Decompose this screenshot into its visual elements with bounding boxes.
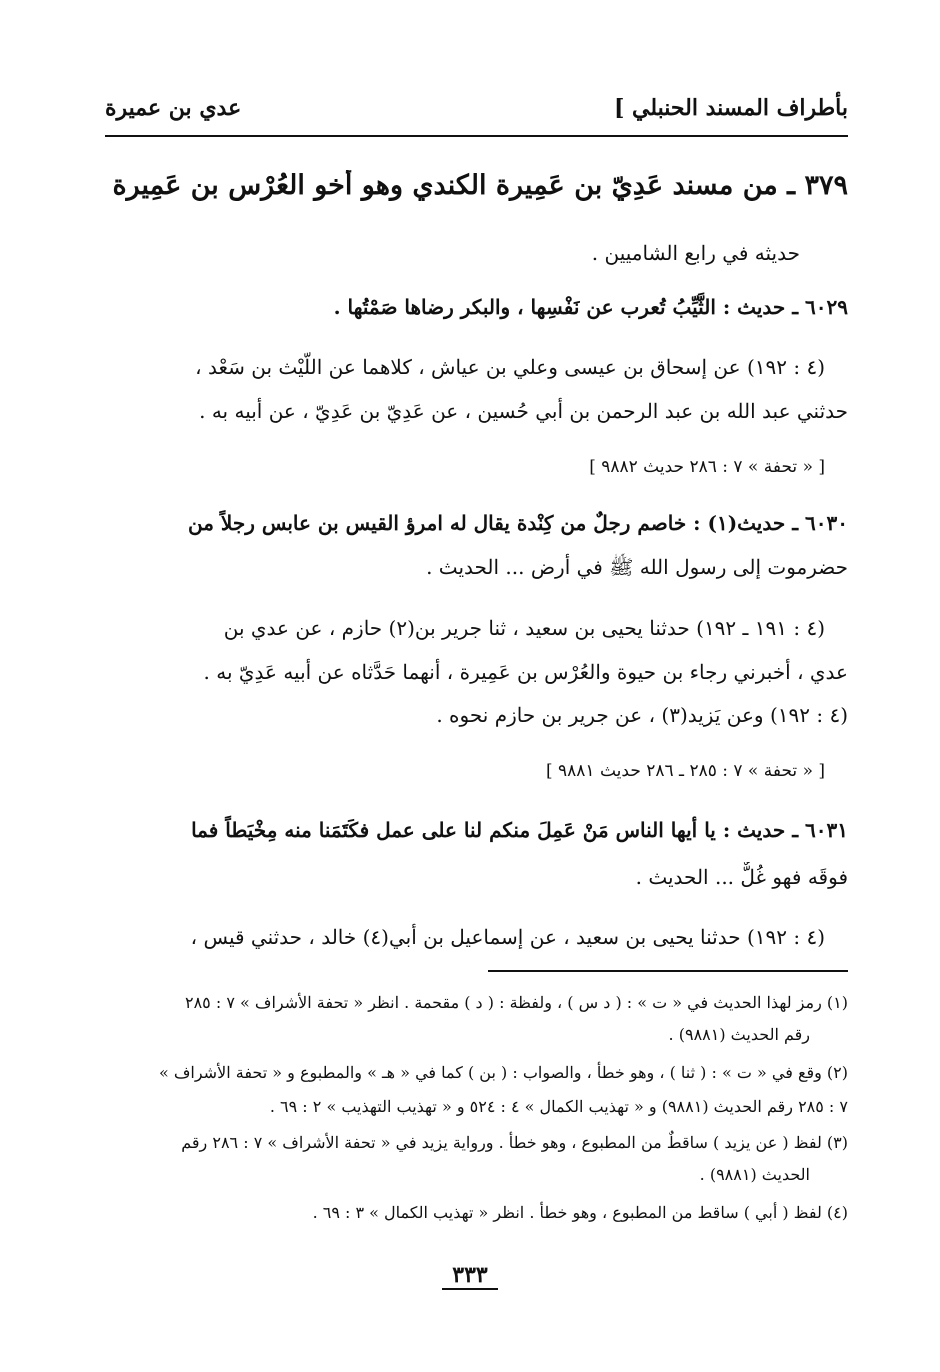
hadith-6029-reference: [ « تحفة » ٧ : ٢٨٦ حديث ٩٨٨٢ ] [589, 457, 825, 477]
hadith-6030-isnad-line-1: (٤ : ١٩١ ـ ١٩٢) حدثنا يحيى بن سعيد ، ثنا جرير بن(٢) حازم ، عن عدي بن [223, 616, 825, 640]
footnote-2-line-1: (٢) وقع في « ت » : ( ثنا ) ، وهو خطأ ، والصواب : ( بن ) كما في « هـ » والمطبوع و « تحفة الأشراف » [158, 1063, 848, 1082]
running-header-book-title: بأطراف المسند الحنبلي ] [613, 95, 848, 121]
hadith-6031-text-line-1: ٦٠٣١ ـ حديث : يا أيها الناس مَنْ عَمِلَ منكم لنا على عمل فكَتَمَنا منه مِخْيَطاً فما [191, 818, 848, 842]
hadith-6030-reference: [ « تحفة » ٧ : ٢٨٥ ـ ٢٨٦ حديث ٩٨٨١ ] [545, 761, 825, 781]
footnote-4: (٤) لفظ ( أبي ) ساقط من المطبوع ، وهو خطأ . انظر « تهذيب الكمال » ٣ : ٦٩ . [312, 1203, 848, 1222]
hadith-6030-text-line-2: حضرموت إلى رسول الله ﷺ في أرض ... الحديث . [426, 555, 848, 579]
running-header-chapter-title: عدي بن عميرة [105, 95, 242, 121]
hadith-6029-text: ٦٠٢٩ ـ حديث : الثَّيِّبُ تُعرب عن نَفْسِها ، والبكر رضاها صَمْتُها . [333, 295, 848, 319]
hadith-6031-isnad-line-1: (٤ : ١٩٢) حدثنا يحيى بن سعيد ، عن إسماعيل بن أبي(٤) خالد ، حدثني قيس ، [190, 925, 825, 949]
footnote-separator [488, 970, 848, 972]
footnote-1-line-2: رقم الحديث (٩٨٨١) . [668, 1025, 810, 1044]
footnote-3-line-1: (٣) لفظ ( عن يزيد ) ساقطٌ من المطبوع ، وهو خطأ . ورواية يزيد في « تحفة الأشراف » ٧ : ٢٨٦ رقم [181, 1133, 848, 1152]
page-number-container [0, 1262, 940, 1290]
header-rule [105, 135, 848, 137]
intro-text: حديثه في رابع الشاميين . [591, 241, 800, 265]
page-number: ٣٣٣ [442, 1262, 497, 1290]
hadith-6029-isnad-line-2: حدثني عبد الله بن عبد الرحمن بن أبي حُسين ، عن عَدِيّ بن عَدِيّ ، عن أبيه به . [199, 399, 848, 423]
hadith-6030-isnad-line-2: عدي ، أخبرني رجاء بن حيوة والعُرْس بن عَمِيرة ، أنهما حَدَّثاه عن أبيه عَدِيّ به . [203, 660, 848, 684]
hadith-6031-text-line-2: فوقَه فهو غُلٌّ ... الحديث . [635, 865, 848, 889]
footnote-2-line-2: ٧ : ٢٨٥ رقم الحديث (٩٨٨١) و « تهذيب الكمال » ٤ : ٥٢٤ و « تهذيب التهذيب » ٢ : ٦٩ . [269, 1097, 848, 1116]
section-title: ٣٧٩ ـ من مسند عَدِيّ بن عَمِيرة الكندي وهو أخو العُرْس بن عَمِيرة [112, 170, 848, 201]
hadith-6030-isnad-line-3: (٤ : ١٩٢) وعن يَزيد(٣) ، عن جرير بن حازم نحوه . [436, 703, 848, 727]
hadith-6030-text-line-1: ٦٠٣٠ ـ حديث(١) : خاصم رجلٌ من كِنْدة يقال له امرؤ القيس بن عابس رجلاً من [188, 511, 848, 535]
footnote-3-line-2: الحديث (٩٨٨١) . [699, 1165, 810, 1184]
hadith-6029-isnad-line-1: (٤ : ١٩٢) عن إسحاق بن عيسى وعلي بن عياش ، كلاهما عن اللَّيْث بن سَعْد ، [195, 355, 825, 379]
footnote-1-line-1: (١) رمز لهذا الحديث في « ت » : ( د س ) ، ولفظة : ( د ) مقحمة . انظر « تحفة الأشراف » ٧ : ٢٨٥ [184, 993, 848, 1012]
